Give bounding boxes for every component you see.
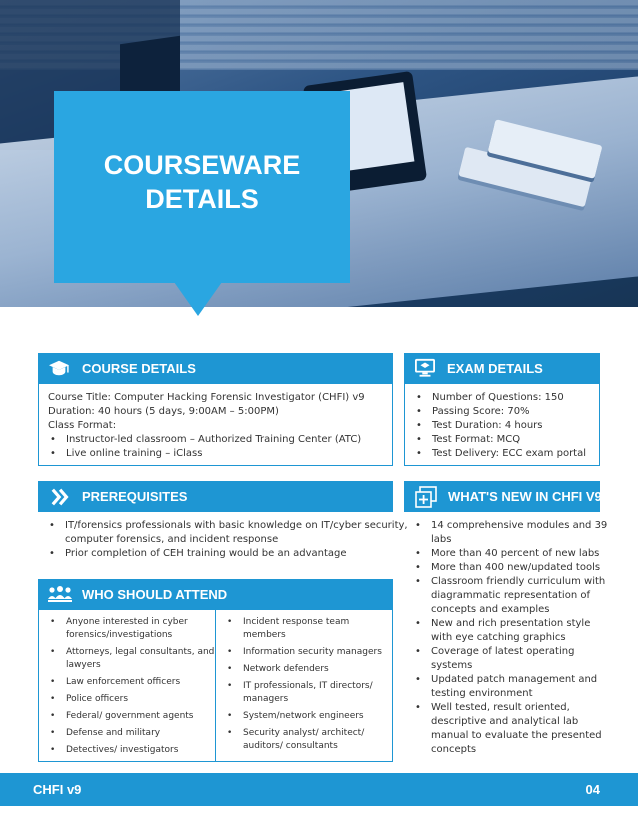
list-item: • Prior completion of CEH training would be an advantage bbox=[47, 547, 408, 561]
list-item: • Well tested, result oriented, descriptive and analytical lab manual to evaluate the presented concepts bbox=[413, 701, 607, 757]
list-item: • Information security managers bbox=[225, 646, 390, 659]
list-item: • Federal/ government agents bbox=[48, 710, 213, 723]
list-item: • Defense and military bbox=[48, 727, 213, 740]
exam-details-header bbox=[404, 353, 600, 384]
page-title-line: COURSEWARE bbox=[103, 150, 301, 180]
list-item: • Network defenders bbox=[225, 663, 390, 676]
course-details-box bbox=[38, 384, 393, 466]
section-title: EXAM DETAILS bbox=[447, 361, 543, 376]
list-item: • More than 40 percent of new labs bbox=[413, 547, 607, 561]
list-item: • Police officers bbox=[48, 693, 213, 706]
double-chevron-right-icon bbox=[50, 487, 72, 507]
list-item: • IT professionals, IT directors/ managers bbox=[225, 680, 390, 706]
whats-new-body bbox=[404, 512, 608, 762]
list-item: • Test Format: MCQ bbox=[414, 433, 586, 447]
hero-title-pointer bbox=[174, 282, 222, 316]
class-format-label: Class Format: bbox=[48, 420, 117, 431]
list-item: • Detectives/ investigators bbox=[48, 744, 213, 757]
page-number: 04 bbox=[585, 782, 600, 797]
course-duration: Duration: 40 hours (5 days, 9:00AM – 5:00PM) bbox=[48, 406, 279, 417]
list-item: • System/network engineers bbox=[225, 710, 390, 723]
graduation-cap-icon bbox=[48, 358, 70, 378]
list-item: • Coverage of latest operating systems bbox=[413, 645, 607, 673]
section-title: WHO SHOULD ATTEND bbox=[82, 587, 228, 602]
section-title: COURSE DETAILS bbox=[82, 361, 196, 376]
list-item: • 14 comprehensive modules and 39 labs bbox=[413, 519, 607, 547]
prerequisites-header bbox=[38, 481, 393, 512]
course-details-header bbox=[38, 353, 393, 384]
who-should-attend-header bbox=[38, 579, 393, 610]
list-item: • IT/forensics professionals with basic knowledge on IT/cyber security, computer forensics, and incident response bbox=[47, 519, 408, 547]
footer-course-name: CHFI v9 bbox=[33, 782, 82, 797]
people-group-icon bbox=[47, 585, 73, 605]
list-item: • Security analyst/ architect/ auditors/ consultants bbox=[225, 727, 390, 753]
list-item: • Incident response team members bbox=[225, 616, 390, 642]
page-title-line: DETAILS bbox=[145, 184, 259, 214]
prerequisites-body bbox=[38, 512, 408, 572]
page-title bbox=[54, 148, 350, 216]
list-item: • Number of Questions: 150 bbox=[414, 391, 586, 405]
list-item: • Passing Score: 70% bbox=[414, 405, 586, 419]
monitor-icon bbox=[414, 358, 436, 378]
list-item: • New and rich presentation style with eye catching graphics bbox=[413, 617, 607, 645]
section-title: WHAT'S NEW IN CHFI V9 bbox=[448, 489, 602, 504]
list-item: • Attorneys, legal consultants, and lawyers bbox=[48, 646, 213, 672]
column-divider bbox=[215, 610, 216, 761]
course-title: Course Title: Computer Hacking Forensic Investigator (CHFI) v9 bbox=[48, 392, 365, 403]
list-item: • Classroom friendly curriculum with diagrammatic representation of concepts and examples bbox=[413, 575, 607, 617]
list-item: • Test Duration: 4 hours bbox=[414, 419, 586, 433]
whats-new-header bbox=[404, 481, 600, 512]
list-item: • Anyone interested in cyber forensics/investigations bbox=[48, 616, 213, 642]
section-title: PREREQUISITES bbox=[82, 489, 188, 504]
add-window-icon bbox=[414, 485, 438, 509]
list-item: • Instructor-led classroom – Authorized Training Center (ATC) bbox=[48, 433, 365, 447]
list-item: • Test Delivery: ECC exam portal bbox=[414, 447, 586, 461]
list-item: • Law enforcement officers bbox=[48, 676, 213, 689]
list-item: • Live online training – iClass bbox=[48, 447, 365, 461]
who-should-attend-box bbox=[38, 610, 393, 762]
exam-details-box bbox=[404, 384, 600, 466]
list-item: • Updated patch management and testing environment bbox=[413, 673, 607, 701]
page-footer bbox=[0, 773, 638, 806]
list-item: • More than 400 new/updated tools bbox=[413, 561, 607, 575]
